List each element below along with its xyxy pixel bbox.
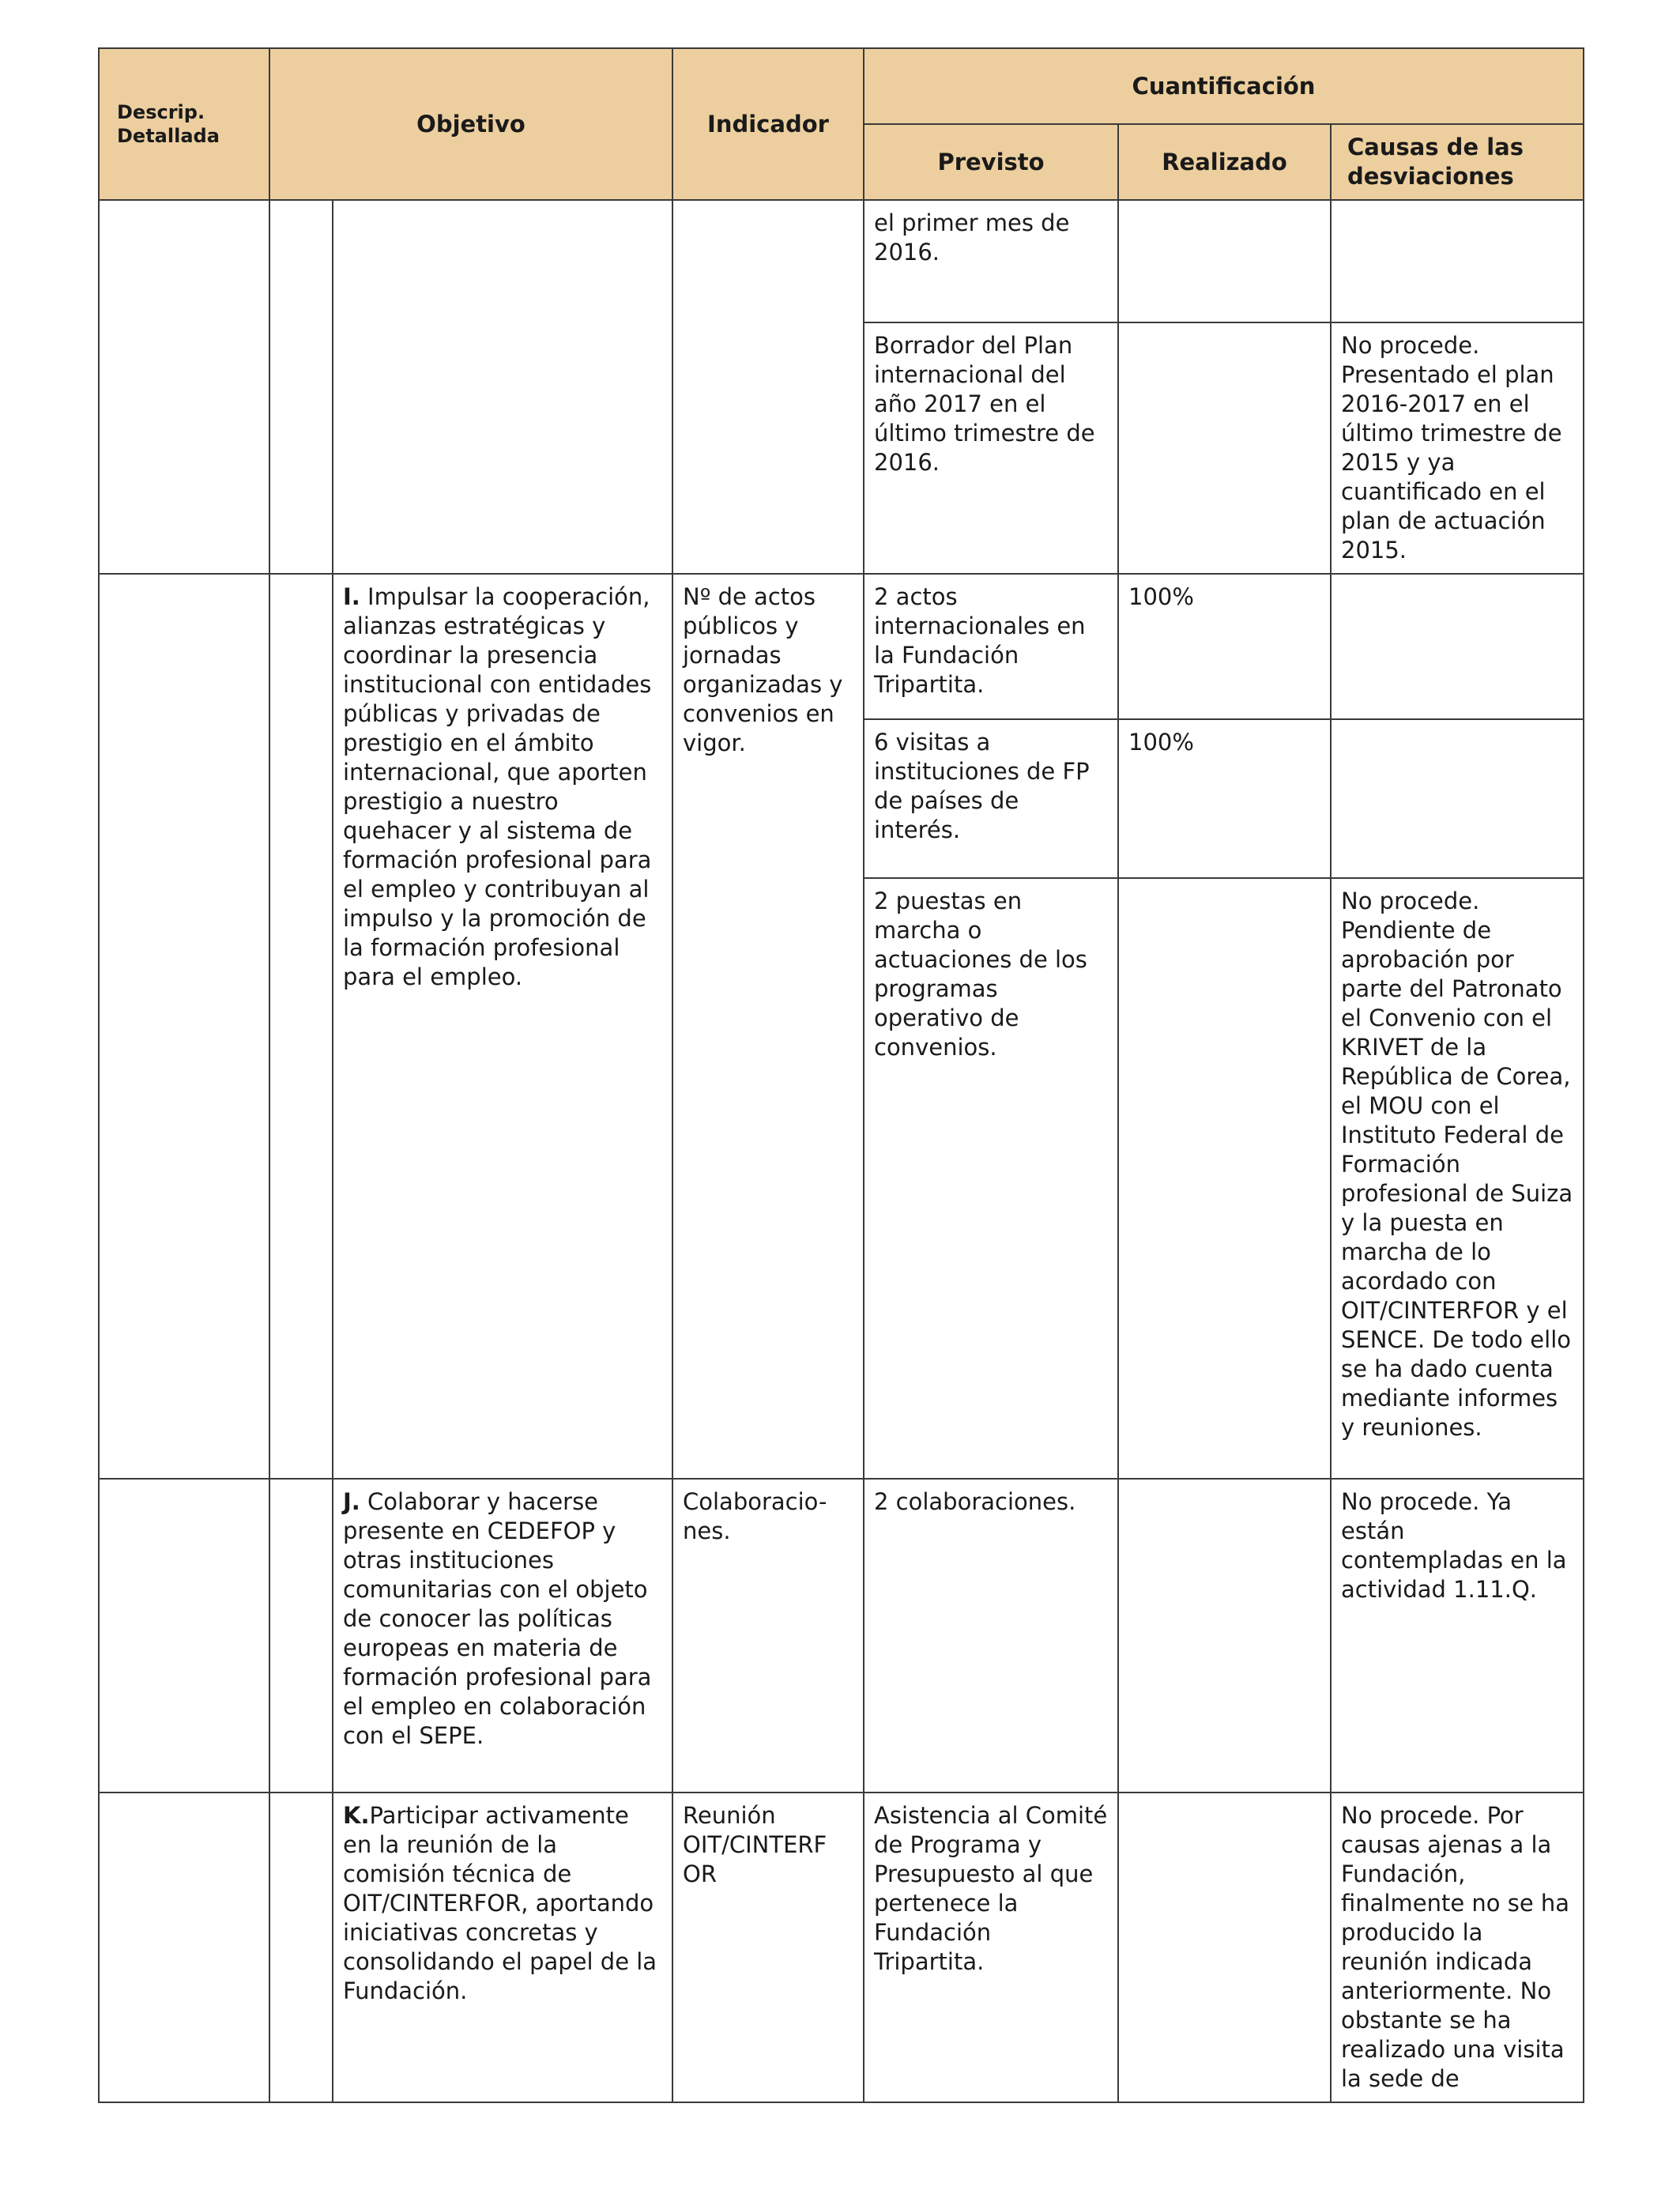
- quantification-table: [98, 47, 1584, 2103]
- causas-cell: [1331, 719, 1584, 878]
- descrip-cell: [99, 574, 269, 1479]
- header-cuantificacion: Cuantificación: [864, 48, 1584, 124]
- previsto-cell: 2 puestas en marcha o actuaciones de los programas operativo de convenios.: [864, 878, 1118, 1479]
- realizado-cell: [1118, 322, 1331, 574]
- table-row: [99, 1793, 1584, 2102]
- header-previsto: Previsto: [864, 124, 1118, 200]
- objective-letter: K.: [343, 1802, 370, 1829]
- header-realizado: Realizado: [1118, 124, 1331, 200]
- objetivo-cell: [333, 200, 672, 574]
- previsto-cell: 2 colaboraciones.: [864, 1479, 1118, 1793]
- causas-cell: [1331, 574, 1584, 719]
- header-descrip: Descrip. Detallada: [99, 48, 269, 200]
- causas-cell: No procede. Por causas ajenas a la Fundación, finalmente no se ha producido la reunión indicada anteriormente. No obstante se ha realizado una visita la sede de: [1331, 1793, 1584, 2102]
- realizado-cell: [1118, 878, 1331, 1479]
- table-row: [99, 200, 1584, 322]
- previsto-cell: 6 visitas a instituciones de FP de países de interés.: [864, 719, 1118, 878]
- objetivo-cell: [333, 1793, 672, 2102]
- spacer-cell: [269, 1479, 333, 1793]
- header-indicador: Indicador: [672, 48, 864, 200]
- indicador-cell: Reunión OIT/CINTERF OR: [672, 1793, 864, 2102]
- indicador-cell: Nº de actos públicos y jornadas organizadas y convenios en vigor.: [672, 574, 864, 1479]
- previsto-cell: el primer mes de 2016.: [864, 200, 1118, 322]
- realizado-cell: [1118, 1479, 1331, 1793]
- table-row: [99, 574, 1584, 719]
- spacer-cell: [269, 200, 333, 574]
- objective-letter: J.: [343, 1488, 360, 1515]
- spacer-cell: [269, 574, 333, 1479]
- previsto-cell: Asistencia al Comité de Programa y Presupuesto al que pertenece la Fundación Tripartita.: [864, 1793, 1118, 2102]
- objetivo-cell: [333, 574, 672, 1479]
- indicador-cell: [672, 200, 864, 574]
- previsto-cell: Borrador del Plan internacional del año 2017 en el último trimestre de 2016.: [864, 322, 1118, 574]
- spacer-cell: [269, 1793, 333, 2102]
- causas-cell: No procede. Presentado el plan 2016-2017 en el último trimestre de 2015 y ya cuantificado en el plan de actuación 2015.: [1331, 322, 1584, 574]
- objective-text: Impulsar la cooperación, alianzas estratégicas y coordinar la presencia institucional con entidades públicas y privadas de prestigio en el ámbito internacional, que aporten prestigio a nuestro quehacer y al sistema de formación profesional para el empleo y contribuyan al impulso y la promoción de la formación profesional para el empleo.: [343, 583, 652, 990]
- descrip-cell: [99, 200, 269, 574]
- indicador-cell: Colaboracio-nes.: [672, 1479, 864, 1793]
- header-causas: Causas de las desviaciones: [1331, 124, 1584, 200]
- realizado-cell: [1118, 1793, 1331, 2102]
- causas-cell: [1331, 200, 1584, 322]
- objetivo-cell: [333, 1479, 672, 1793]
- table-row: [99, 1479, 1584, 1793]
- descrip-cell: [99, 1793, 269, 2102]
- objective-text: Colaborar y hacerse presente en CEDEFOP y otras instituciones comunitarias con el objeto de conocer las políticas europeas en materia de formación profesional para el empleo en colaboración con el SEPE.: [343, 1488, 652, 1749]
- realizado-cell: 100%: [1118, 574, 1331, 719]
- objective-text: Participar activamente en la reunión de la comisión técnica de OIT/CINTERFOR, aportando iniciativas concretas y consolidando el papel de la Fundación.: [343, 1802, 657, 2004]
- previsto-cell: 2 actos internacionales en la Fundación Tripartita.: [864, 574, 1118, 719]
- descrip-cell: [99, 1479, 269, 1793]
- objective-letter: I.: [343, 583, 360, 610]
- header-objetivo: Objetivo: [269, 48, 672, 200]
- realizado-cell: 100%: [1118, 719, 1331, 878]
- realizado-cell: [1118, 200, 1331, 322]
- causas-cell: No procede. Pendiente de aprobación por parte del Patronato el Convenio con el KRIVET de la República de Corea, el MOU con el Instituto Federal de Formación profesional de Suiza y la puesta en marcha de lo acordado con OIT/CINTERFOR y el SENCE. De todo ello se ha dado cuenta mediante informes y reuniones.: [1331, 878, 1584, 1479]
- causas-cell: No procede. Ya están contempladas en la actividad 1.11.Q.: [1331, 1479, 1584, 1793]
